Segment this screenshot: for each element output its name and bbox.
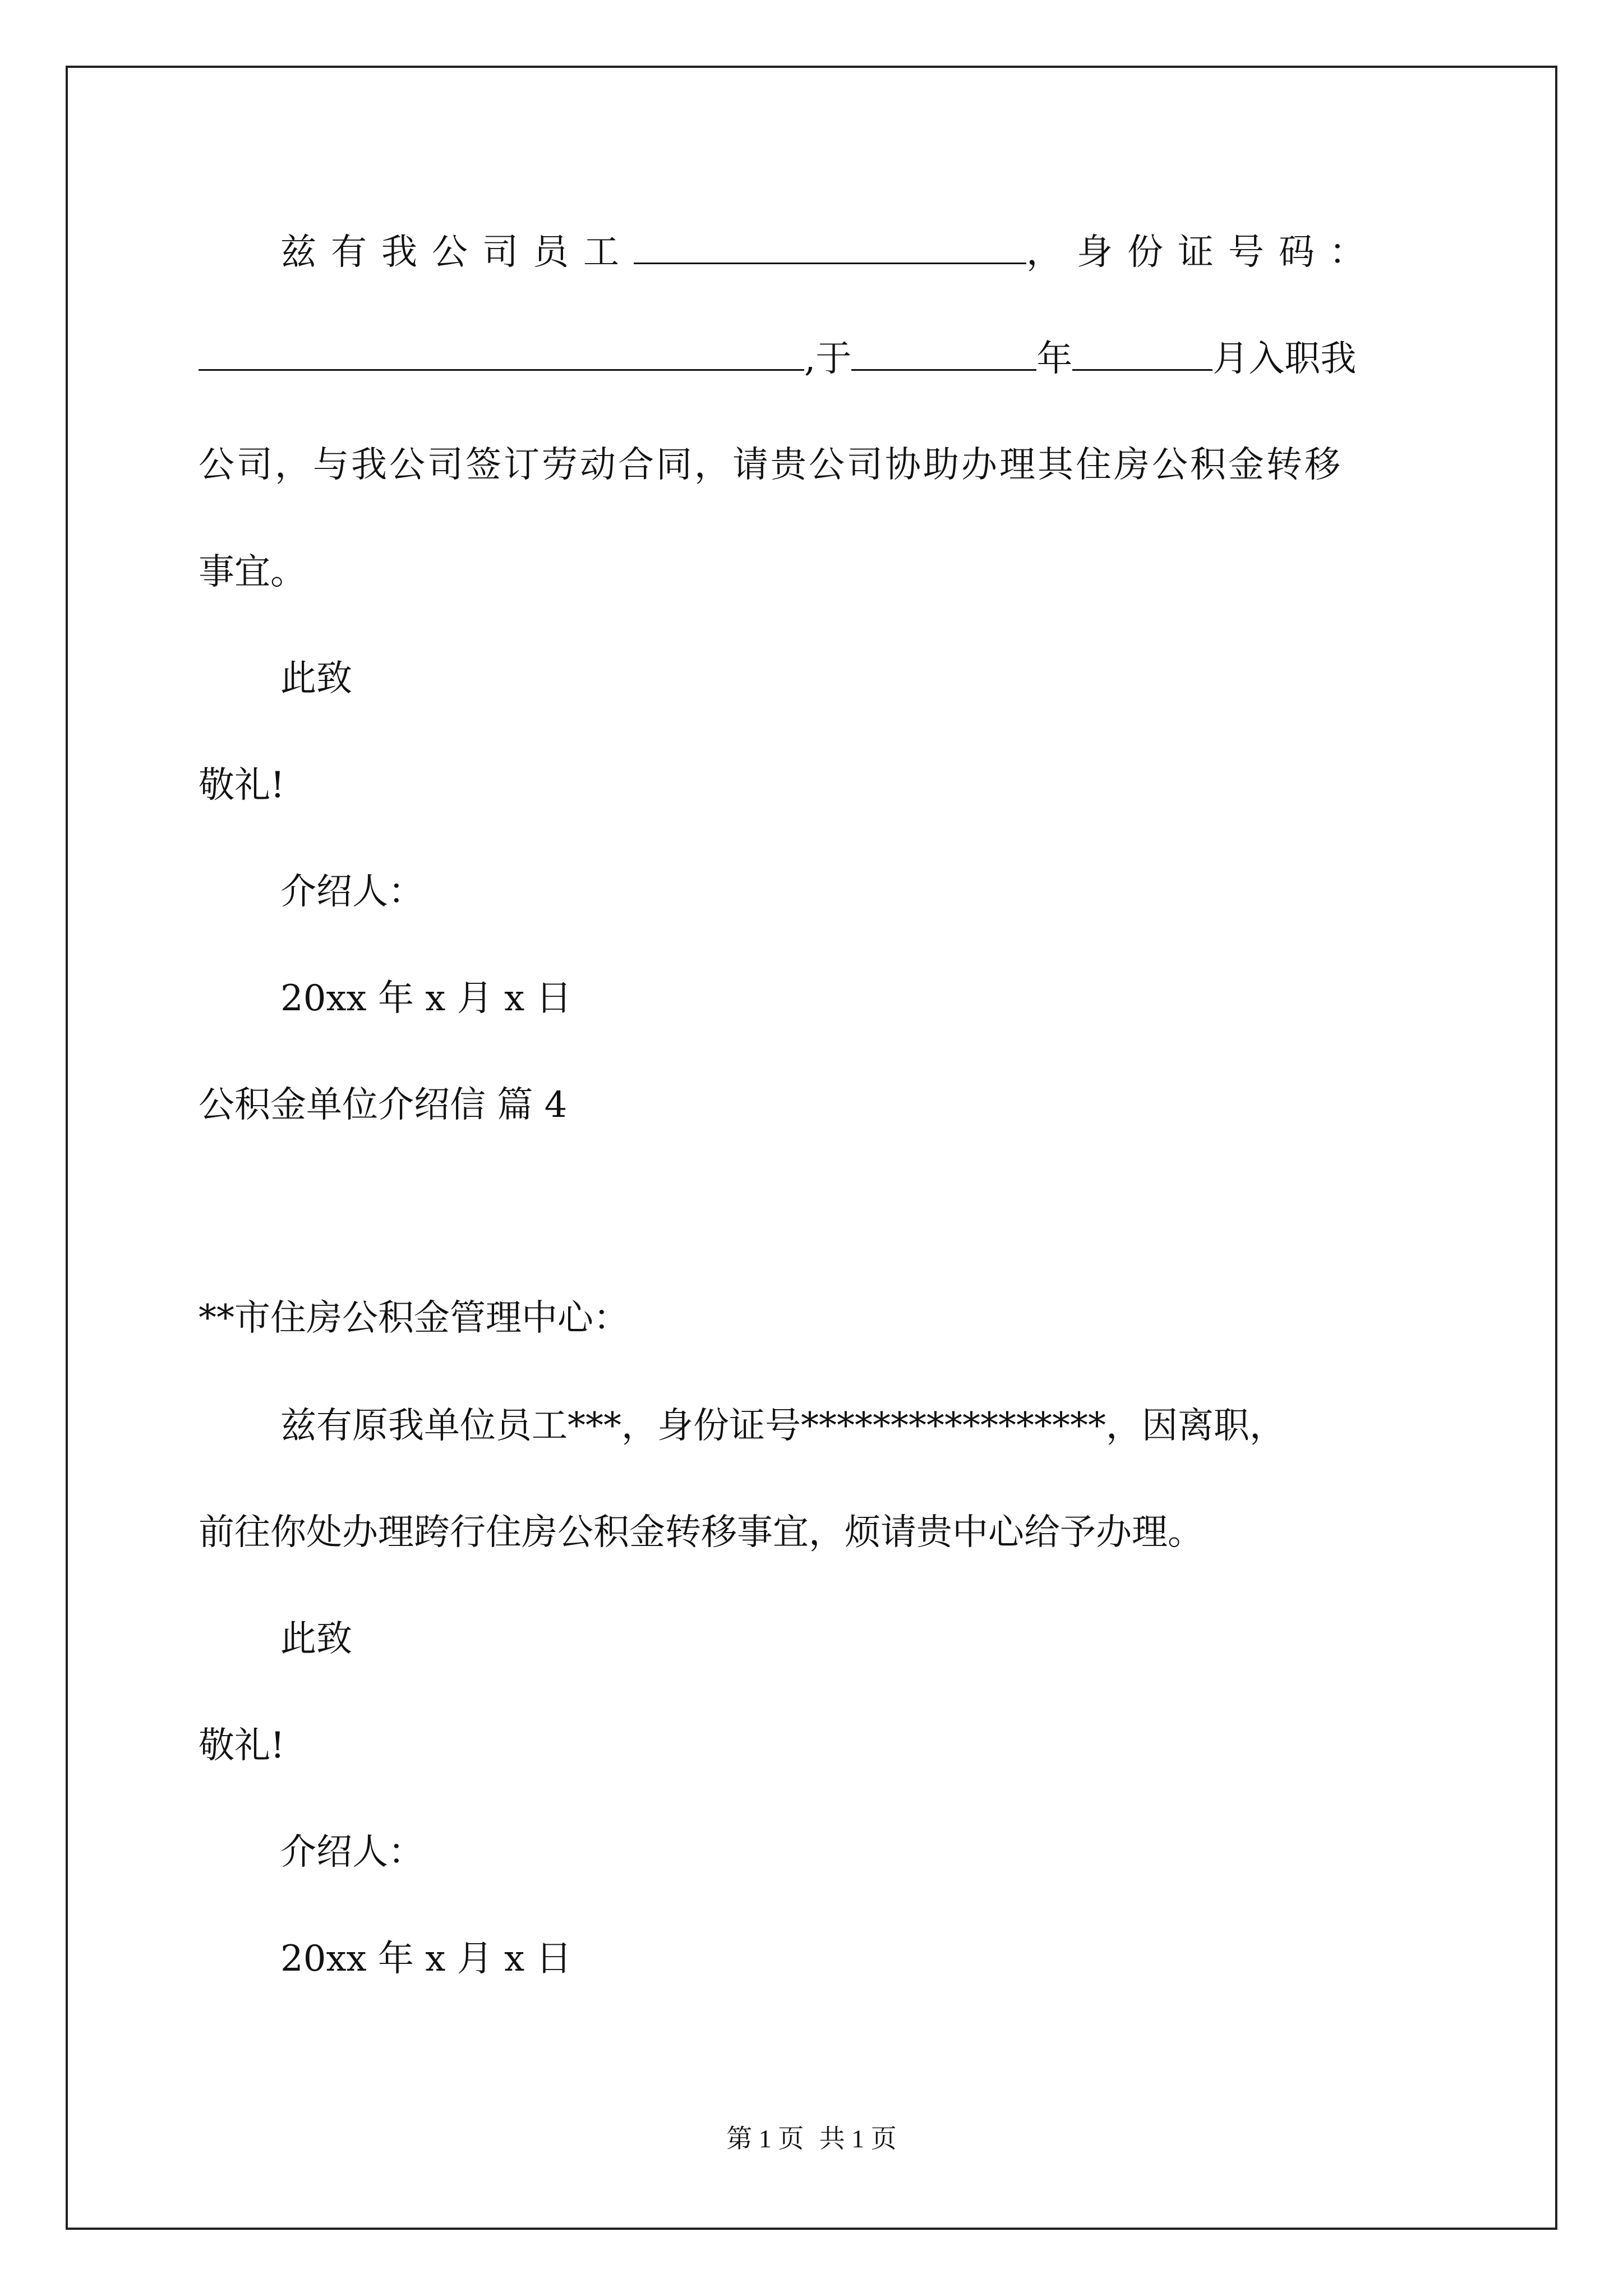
letter2-introducer: 介绍人：: [280, 1832, 424, 1873]
letter1-line1: [280, 229, 1380, 275]
letter1-line4: 事宜。: [199, 551, 306, 593]
section-title: 公积金单位介绍信 篇 4: [199, 1084, 568, 1126]
id-number-blank[interactable]: [199, 335, 804, 371]
letter1-line1-part1: 兹有我公司员工: [280, 232, 634, 273]
letter2-salutation1: 此致: [280, 1618, 352, 1660]
letter1-date: 20xx 年 x 月 x 日: [280, 978, 572, 1019]
letter1-line2: [199, 335, 1356, 381]
employee-name-blank[interactable]: [634, 229, 1026, 264]
letter2-body-line1: 兹有原我单位员工***，身份证号*****************，因离职，: [280, 1405, 1285, 1447]
month-blank[interactable]: [1072, 335, 1212, 371]
letter2-addressee: **市住房公积金管理中心：: [199, 1297, 629, 1339]
letter2-body-line2: 前往你处办理跨行住房公积金转移事宜，烦请贵中心给予办理。: [199, 1512, 1204, 1553]
letter1-line1-part2: ，身份证号码：: [1026, 232, 1380, 273]
letter1-line3: 公司，与我公司签订劳动合同，请贵公司协助办理其住房公积金转移: [199, 444, 1343, 486]
letter1-line2-part3: 月入职我: [1212, 338, 1357, 380]
letter2-salutation2: 敬礼!: [199, 1725, 285, 1766]
year-blank[interactable]: [851, 335, 1036, 371]
letter2-date: 20xx 年 x 月 x 日: [280, 1938, 572, 1980]
letter1-line2-part1: ,于: [804, 338, 852, 380]
page-total: 共 1 页: [819, 2124, 897, 2153]
letter1-line2-part2: 年: [1036, 338, 1073, 380]
letter1-salutation2: 敬礼!: [199, 765, 285, 806]
letter1-salutation1: 此致: [280, 658, 352, 700]
letter1-introducer: 介绍人：: [280, 871, 424, 913]
page-border: [66, 66, 1557, 2230]
page-number: 第 1 页: [726, 2124, 804, 2153]
page-footer: [0, 2122, 1623, 2156]
